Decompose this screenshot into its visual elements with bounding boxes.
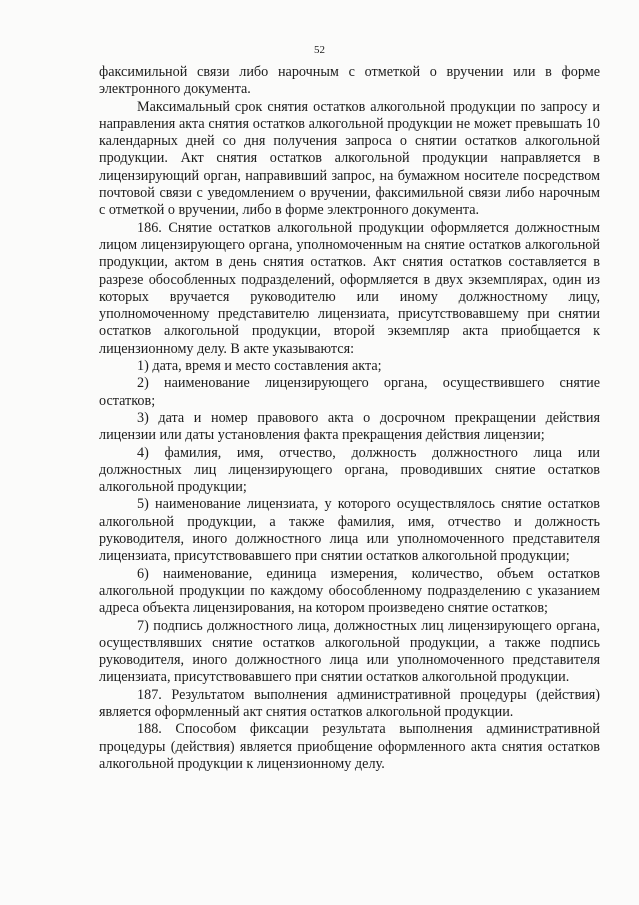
list-item-5: 5) наименование лицензиата, у которого осуществлялось снятие остатков алкогольной продукции, а также фамилия, имя, отчество и должность руководителя, иного должностного лица или уполномоченного представителя лицензиата, присутствовавшего при снятии остатков алкогольной продукции; — [99, 496, 600, 565]
paragraph-187: 187. Результатом выполнения административной процедуры (действия) является оформленный акт снятия остатков алкогольной продукции. — [99, 686, 600, 720]
list-item-2: 2) наименование лицензирующего органа, осуществившего снятие остатков; — [99, 375, 600, 409]
list-item-7: 7) подпись должностного лица, должностных лиц лицензирующего органа, осуществлявших снятие остатков алкогольной продукции, а также подпись руководителя, иного должностного лица или уполномоченного представителя лицензиата, присутствовавшего при снятии остатков алкогольной продукции. — [99, 617, 600, 686]
document-body — [99, 64, 600, 773]
page-number: 52 — [314, 44, 325, 56]
list-item-3: 3) дата и номер правового акта о досрочном прекращении действия лицензии или даты установления факта прекращения действия лицензии; — [99, 409, 600, 444]
paragraph-188: 188. Способом фиксации результата выполнения административной процедуры (действия) является приобщение оформленного акта снятия остатков алкогольной продукции к лицензионному делу. — [99, 721, 600, 772]
paragraph-continuation: факсимильной связи либо нарочным с отметкой о вручении или в форме электронного документа. — [99, 64, 600, 98]
list-item-1: 1) дата, время и место составления акта; — [137, 358, 382, 375]
list-item-4: 4) фамилия, имя, отчество, должность должностного лица или должностных лиц лицензирующего органа, проводивших снятие остатков алкогольной продукции; — [99, 444, 600, 496]
paragraph-186: 186. Снятие остатков алкогольной продукции оформляется должностным лицом лицензирующего органа, уполномоченным на снятие остатков алкогольной продукции, актом в день снятия остатков. Акт снятия остатков составляется в разрезе обособленных подразделений, оформляется в двух экземплярах, один из которых вручается руководителю или иному должностному лицу, уполномоченному представителю лицензиата, присутствовавшему при снятии остатков алкогольной продукции, второй экземпляр акта приобщается к лицензионному делу. В акте указываются: — [99, 219, 600, 357]
list-item-6: 6) наименование, единица измерения, количество, объем остатков алкогольной продукции по каждому обособленному подразделению с указанием адреса объекта лицензирования, на котором произведено снятие остатков; — [99, 565, 600, 617]
paragraph-max-term: Максимальный срок снятия остатков алкогольной продукции по запросу и направления акта снятия остатков алкогольной продукции не может превышать 10 календарных дней со дня получения запроса о снятии остатков алкогольной продукции. Акт снятия остатков алкогольной продукции направляется в лицензирующий орган, направивший запрос, на бумажном носителе посредством почтовой связи с уведомлением о вручении, факсимильной связи либо нарочным с отметкой о вручении, либо в форме электронного документа. — [99, 98, 600, 219]
